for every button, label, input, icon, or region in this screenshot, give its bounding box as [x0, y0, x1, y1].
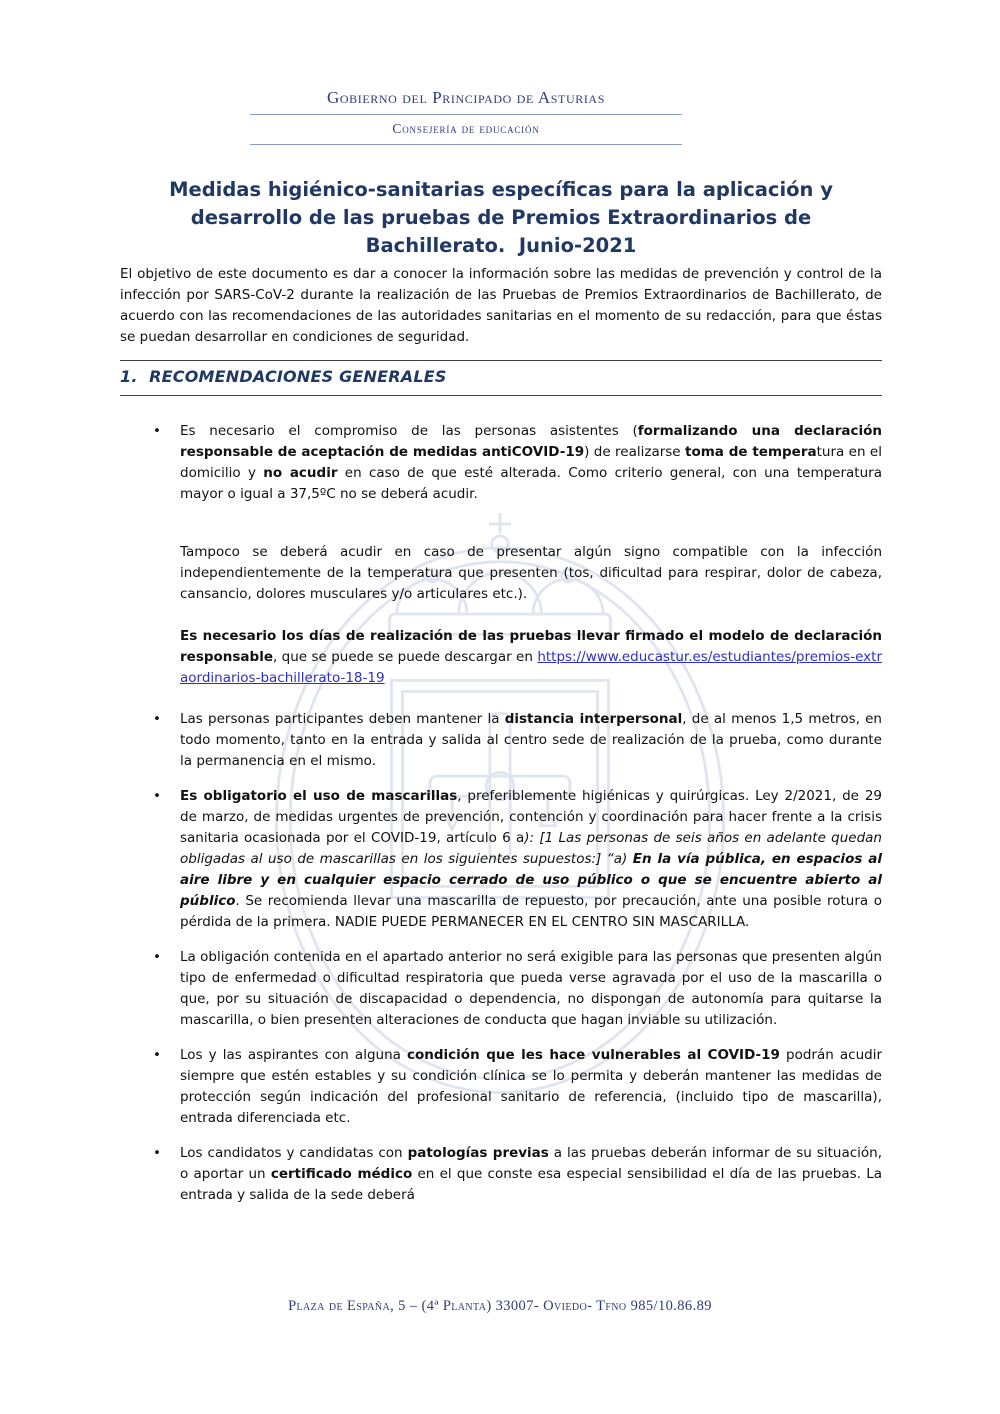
- list-item: [120, 947, 882, 1031]
- text-run: toma de tempera: [685, 444, 817, 460]
- title-line-1: Medidas higiénico-sanitarias específicas para la aplicación y: [169, 178, 833, 201]
- text-run: Tampoco se deberá acudir en caso de presentar algún signo compatible con la infección independientemente de la temperatura que presenten (tos, dificultad para respirar, dolor de cabeza, cansancio, dolores musculares y/o articulares etc.).: [180, 544, 882, 602]
- paragraph: [120, 626, 882, 689]
- text-run: distancia interpersonal: [504, 711, 683, 727]
- section-1-heading: 1. RECOMENDACIONES GENERALES: [120, 367, 447, 386]
- text-run: , que se puede se puede descargar en: [273, 649, 538, 665]
- bullet-marker: •: [153, 949, 161, 965]
- text-run: podrán acudir siempre que estén estables y su condición clínica se lo permita y deberán mantener las medidas de protección según indicación del profesional sanitario de referencia, (incluido tipo de mascarilla), entrada diferenciada etc.: [180, 1047, 882, 1126]
- intro-paragraph: El objetivo de este documento es dar a conocer la información sobre las medidas de prevención y control de la infección por SARS-CoV-2 durante la realización de las Pruebas de Premios Extraordinarios de Bachillerato, de acuerdo con las recomendaciones de las autoridades sanitarias en el momento de su redacción, para que éstas se puedan desarrollar en condiciones de seguridad.: [120, 266, 882, 345]
- text-run: , preferiblemente higiénicas y quirúrgicas. Ley 2/2021, de 29 de marzo, de medidas urgentes de prevención, contención y coordinación para hacer frente a la crisis sanitaria ocasionada por el COVID-19, artículo 6 a: [180, 788, 883, 846]
- letterhead: [250, 88, 682, 145]
- text-run: Es necesario el compromiso de las personas asistentes (: [180, 423, 638, 439]
- text-run: ): [1 Las personas de seis años en adelante quedan obligadas al uso de mascarillas en los siguientes supuestos:] “a): [180, 830, 882, 867]
- text-run: Los y las aspirantes con alguna: [180, 1047, 407, 1063]
- list-item: [120, 421, 882, 505]
- page-footer-address: Plaza de España, 5 – (4ª Planta) 33007- Oviedo- Tfno 985/10.86.89: [288, 1298, 712, 1314]
- text-run: condición que les hace vulnerables al COVID-19: [407, 1047, 780, 1063]
- text-run: Es necesario los días de realización de las pruebas llevar firmado el modelo de declaración responsable: [180, 628, 882, 665]
- text-run: Es obligatorio el uso de mascarillas: [180, 788, 458, 804]
- title-line-3: Bachillerato. Junio-2021: [365, 234, 637, 257]
- text-run: certificado médico: [270, 1166, 413, 1182]
- list-item: [120, 1045, 882, 1129]
- list-item: [120, 786, 882, 933]
- text-run: En la vía pública, en espacios al aire libre y en cualquier espacio cerrado de uso público o que se encuentre abierto al público: [180, 851, 882, 909]
- bullet-marker: •: [153, 711, 161, 727]
- text-run: no acudir: [263, 465, 338, 481]
- text-run: tura en el domicilio y: [180, 444, 882, 481]
- text-run: formalizando una declaración responsable de aceptación de medidas antiCOVID-19: [180, 423, 882, 460]
- text-run: Las personas participantes deben mantener la: [180, 711, 505, 727]
- text-run: en el que conste esa especial sensibilidad el día de las pruebas. La entrada y salida de la sede deberá: [180, 1166, 882, 1203]
- text-run: La obligación contenida en el apartado anterior no será exigible para las personas que presenten algún tipo de enfermedad o dificultad respiratoria que pueda verse agravada por el uso de la mascarilla o que, por su situación de discapacidad o dependencia, no dispongan de autonomía para quitarse la mascarilla, o bien presenten alteraciones de conducta que hagan inviable su utilización.: [180, 949, 882, 1028]
- letterhead-org: Gobierno del Principado de Asturias: [250, 88, 682, 115]
- text-run: . Se recomienda llevar una mascarilla de repuesto, por precaución, ante una posible rotura o pérdida de la primera. NADIE PUEDE PERMANECER EN EL CENTRO SIN MASCARILLA.: [180, 893, 882, 930]
- text-run: , de al menos 1,5 metros, en todo momento, tanto en la entrada y salida al centro sede de realización de la prueba, como durante la permanencia en el mismo.: [180, 711, 882, 769]
- text-run: en caso de que esté alterada. Como criterio general, con una temperatura mayor o igual a 37,5ºC no se deberá acudir.: [180, 465, 882, 502]
- title-line-2: desarrollo de las pruebas de Premios Extraordinarios de: [190, 206, 812, 229]
- bullet-marker: •: [153, 1047, 161, 1063]
- list-item: [120, 1143, 882, 1206]
- text-run: a las pruebas deberán informar de su situación, o aportar un: [180, 1145, 882, 1182]
- text-run: Los candidatos y candidatas con: [180, 1145, 408, 1161]
- bullet-marker: •: [153, 1145, 161, 1161]
- paragraph: [120, 542, 882, 605]
- bullet-marker: •: [153, 788, 161, 804]
- text-run: ) de realizarse: [584, 444, 686, 460]
- bullet-list: [120, 421, 882, 1206]
- text-run: patologías previas: [407, 1145, 549, 1161]
- section-1-heading-block: [120, 360, 882, 396]
- document-title: [120, 176, 882, 260]
- letterhead-dept: Consejería de educación: [250, 115, 682, 145]
- bullet-marker: •: [153, 423, 161, 439]
- list-item: [120, 709, 882, 772]
- declaration-download-link[interactable]: https://www.educastur.es/estudiantes/premios-extraordinarios-bachillerato-18-19: [180, 649, 882, 686]
